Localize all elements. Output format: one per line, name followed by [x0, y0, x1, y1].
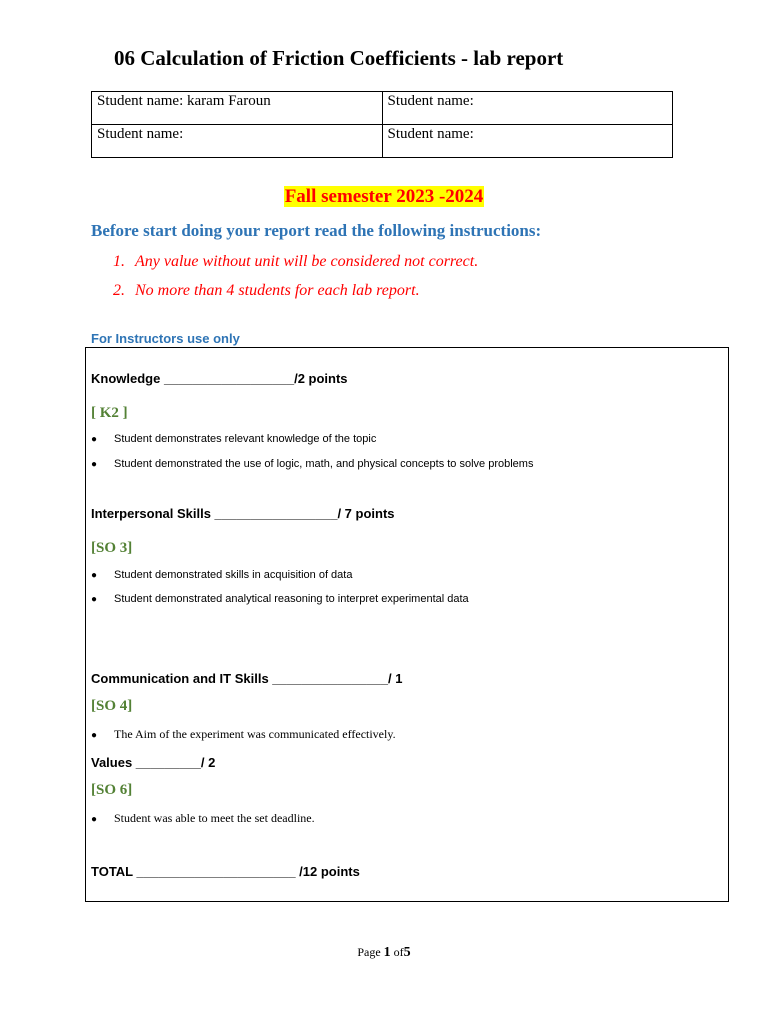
communication-section-label: Communication and IT Skills ________________/ 1 [91, 671, 403, 686]
page-word: Page [357, 945, 381, 959]
list-item [91, 727, 396, 742]
bullet-icon: ● [91, 814, 98, 825]
student-name-cell: Student name: [382, 92, 673, 125]
list-item [91, 433, 376, 445]
table-row [92, 92, 673, 125]
total-label: TOTAL ______________________ /12 points [91, 864, 360, 879]
instruction-item [113, 253, 478, 271]
current-page-number: 1 [383, 945, 391, 960]
bullet-icon: ● [91, 459, 98, 470]
bullet-icon: ● [91, 570, 98, 581]
semester-text: Fall semester 2023 -2024 [284, 186, 484, 207]
values-section-label: Values _________/ 2 [91, 755, 216, 770]
student-name-cell: Student name: [382, 125, 673, 158]
of-word: of [393, 945, 404, 959]
document-title: 06 Calculation of Friction Coefficients - lab report [114, 46, 564, 70]
list-item-text: Student demonstrated the use of logic, math, and physical concepts to solve problems [114, 458, 534, 470]
values-code: [SO 6] [91, 782, 133, 798]
list-item [91, 458, 533, 470]
bullet-icon: ● [91, 594, 98, 605]
semester-banner [0, 186, 768, 208]
student-names-table [91, 91, 673, 158]
knowledge-section-label: Knowledge __________________/2 points [91, 371, 348, 386]
interpersonal-section-label: Interpersonal Skills _________________/ 7 points [91, 506, 395, 521]
list-item [91, 811, 315, 826]
list-item [91, 593, 469, 605]
list-item-text: The Aim of the experiment was communicated effectively. [114, 727, 396, 741]
instruction-text: No more than 4 students for each lab report. [135, 282, 420, 299]
interpersonal-code: [SO 3] [91, 540, 133, 556]
rubric-box [85, 347, 729, 902]
list-item-text: Student was able to meet the set deadline. [114, 811, 315, 825]
list-item-text: Student demonstrated analytical reasoning to interpret experimental data [114, 593, 469, 605]
instruction-item [113, 282, 420, 300]
list-item-text: Student demonstrates relevant knowledge of the topic [114, 433, 377, 445]
bullet-icon: ● [91, 434, 98, 445]
total-pages-number: 5 [403, 945, 411, 960]
communication-code: [SO 4] [91, 698, 133, 714]
instructions-heading: Before start doing your report read the following instructions: [91, 221, 542, 240]
instruction-text: Any value without unit will be considered not correct. [135, 253, 479, 270]
instruction-number: 2. [113, 282, 125, 299]
student-name-cell: Student name: karam Faroun [92, 92, 383, 125]
list-item [91, 569, 352, 581]
bullet-icon: ● [91, 730, 98, 741]
table-row [92, 125, 673, 158]
student-name-cell: Student name: [92, 125, 383, 158]
instruction-number: 1. [113, 253, 125, 270]
page-footer [0, 945, 768, 961]
knowledge-code: [ K2 ] [91, 405, 128, 421]
list-item-text: Student demonstrated skills in acquisition of data [114, 569, 353, 581]
instructors-only-label: For Instructors use only [91, 331, 240, 346]
